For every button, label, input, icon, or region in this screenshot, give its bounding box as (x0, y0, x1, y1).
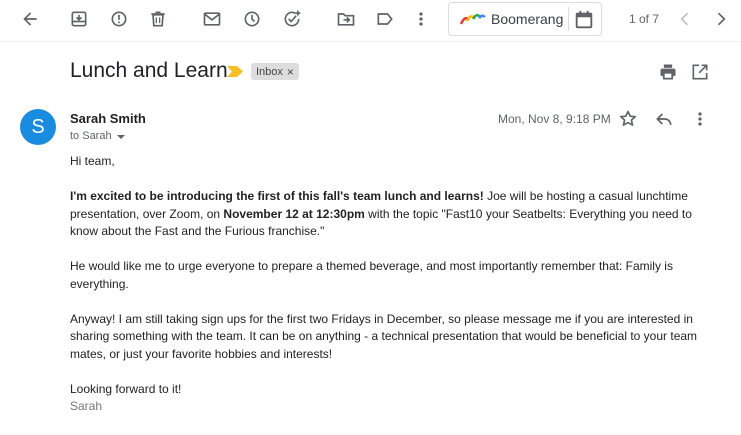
message-more-button[interactable] (686, 105, 714, 133)
inbox-label-text: Inbox (256, 65, 283, 78)
remove-label-button[interactable]: × (286, 64, 294, 79)
important-marker-icon[interactable] (227, 66, 243, 77)
email-date: Mon, Nov 8, 9:18 PM (498, 112, 611, 126)
archive-button[interactable] (65, 5, 93, 33)
star-button[interactable] (614, 105, 642, 133)
arrow-left-icon (20, 9, 40, 29)
more-vert-icon (690, 109, 710, 129)
label-icon (375, 9, 395, 29)
delete-button[interactable] (144, 5, 172, 33)
body-paragraph-1 (70, 188, 720, 241)
print-button[interactable] (654, 58, 682, 86)
chevron-right-icon (711, 9, 731, 29)
bold-date: November 12 at 12:30pm (223, 206, 365, 221)
show-details-caret-icon[interactable] (117, 135, 125, 139)
signature: Sarah (70, 399, 103, 413)
inbox-label-chip (251, 63, 299, 80)
label-button[interactable] (371, 5, 399, 33)
snooze-button[interactable] (238, 5, 266, 33)
star-icon (618, 109, 638, 129)
more-vert-icon (411, 9, 431, 29)
reply-button[interactable] (650, 105, 678, 133)
reply-icon (654, 109, 674, 129)
clock-icon (242, 9, 262, 29)
archive-icon (69, 9, 89, 29)
body-paragraph-3: Anyway! I am still taking sign ups for the first two Fridays in December, so please message me if you are interested in sharing something with the team. It can be on anything - a technical presentation that would be beneficial to your team mates, or just your favorite hobbies and interests! (70, 311, 698, 361)
body-text: with the topic "Fast10 your Seatbelts: Everything you need to know about the Fast and the Furious franchise." (70, 206, 692, 238)
recipient-text: to Sarah (70, 130, 112, 142)
move-to-button[interactable] (332, 5, 360, 33)
mark-unread-button[interactable] (198, 5, 226, 33)
newer-button[interactable] (671, 5, 699, 33)
calendar-icon[interactable] (573, 9, 595, 31)
boomerang-label: Boomerang (491, 11, 564, 27)
email-subject: Lunch and Learn (70, 59, 228, 82)
add-task-icon (282, 9, 302, 29)
report-spam-button[interactable] (105, 5, 133, 33)
open-in-new-icon (690, 62, 710, 82)
body-paragraph-2: He would like me to urge everyone to prepare a themed beverage, and most importantly remember that: Family is everything. (70, 259, 673, 291)
report-spam-icon (109, 9, 129, 29)
pager-count: 1 of 7 (629, 12, 660, 26)
chevron-left-icon (675, 9, 695, 29)
avatar[interactable]: S (20, 109, 56, 145)
sender-name[interactable]: Sarah Smith (70, 111, 146, 126)
add-task-button[interactable] (278, 5, 306, 33)
toolbar (0, 0, 741, 42)
print-icon (658, 62, 678, 82)
back-button[interactable] (16, 5, 44, 33)
bold-intro: I'm excited to be introducing the first of this fall's team lunch and learns! (70, 189, 484, 203)
email-body (70, 153, 720, 416)
greeting: Hi team, (70, 154, 115, 168)
older-button[interactable] (707, 5, 735, 33)
body-text: Joe will be hosting a casual lunchtime presentation, over Zoom, on (70, 189, 688, 221)
move-to-folder-icon (336, 9, 356, 29)
boomerang-logo-icon (460, 12, 486, 26)
recipient-line (70, 130, 125, 142)
closing: Looking forward to it! (70, 381, 182, 396)
envelope-icon (202, 9, 222, 29)
boomerang-button[interactable] (448, 2, 602, 36)
boomerang-divider (568, 7, 569, 31)
open-new-window-button[interactable] (686, 58, 714, 86)
trash-icon (148, 9, 168, 29)
more-options-button[interactable] (407, 5, 435, 33)
